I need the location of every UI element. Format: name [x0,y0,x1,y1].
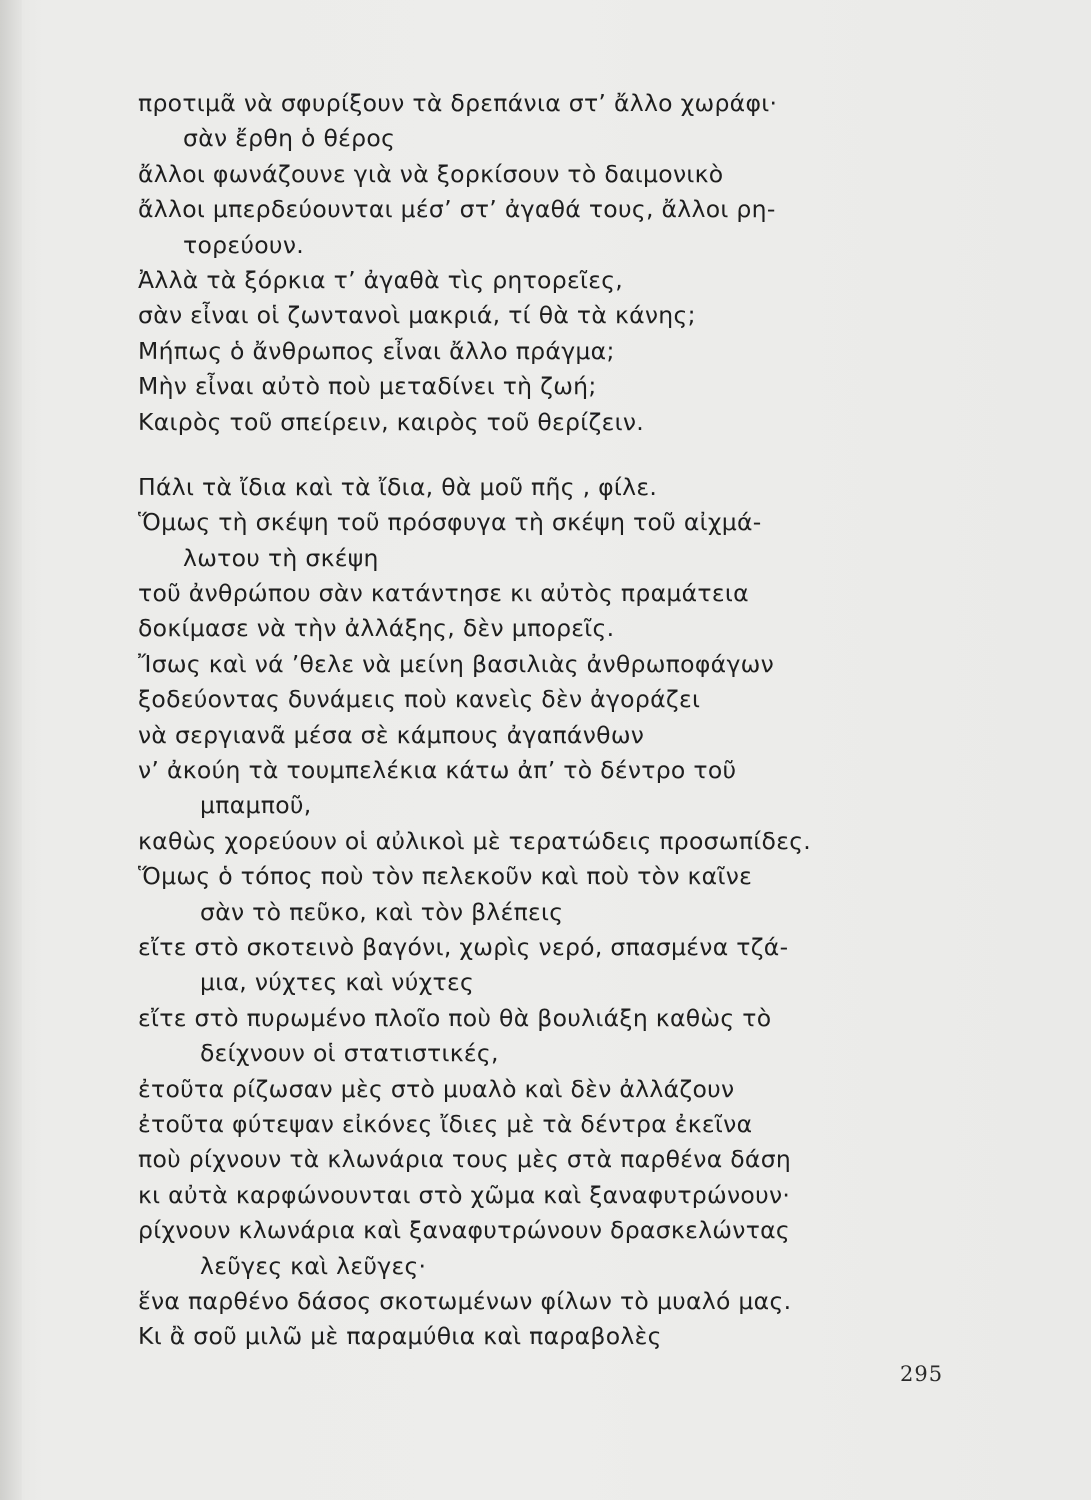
poem-line: Πάλι τὰ ἴδια καὶ τὰ ἴδια, θὰ μοῦ πῆς , φίλε. [138,472,658,501]
poem-line: εἴτε στὸ σκοτεινὸ βαγόνι, χωρὶς νερό, σπασμένα τζά- [138,932,789,961]
poem-text [138,86,898,1355]
poem-line: καθὼς χορεύουν οἱ αὐλικοὶ μὲ τερατώδεις προσωπίδες. [138,826,812,855]
poem-line: ἕνα παρθένο δάσος σκοτωμένων φίλων τὸ μυαλό μας. [138,1286,792,1315]
poem-line: Ἀλλὰ τὰ ξόρκια τ’ ἀγαθὰ τὶς ρητορεῖες, [138,265,624,294]
poem-line: εἴτε στὸ πυρωμένο πλοῖο ποὺ θὰ βουλιάξη καθὼς τὸ [138,1003,772,1032]
poem-line: μια, νύχτες καὶ νύχτες [200,968,475,997]
poem-line: Μήπως ὁ ἄνθρωπος εἶναι ἄλλο πράγμα; [138,336,615,365]
poem-line: σὰν ἔρθη ὁ θέρος [183,124,396,153]
poem-line: Ἴσως καὶ νά ’θελε νὰ μείνη βασιλιὰς ἀνθρωποφάγων [138,649,775,678]
poem-line: Καιρὸς τοῦ σπείρειν, καιρὸς τοῦ θερίζειν. [138,407,645,436]
poem-line: σὰν τὸ πεῦκο, καὶ τὸν βλέπεις [200,897,564,926]
poem-line: Ὅμως τὴ σκέψη τοῦ πρόσφυγα τὴ σκέψη τοῦ αἰχμά- [138,508,762,537]
poem-line: Μὴν εἶναι αὐτὸ ποὺ μεταδίνει τὴ ζωή; [138,372,597,401]
poem-line: ἄλλοι φωνάζουνε γιὰ νὰ ξορκίσουν τὸ δαιμονικὸ [138,159,724,188]
poem-line: δοκίμασε νὰ τὴν ἀλλάξης, δὲν μπορεῖς. [138,614,615,643]
poem-line: τορεύουν. [183,230,305,259]
poem-line: Ὅμως ὁ τόπος ποὺ τὸν πελεκοῦν καὶ ποὺ τὸν καῖνε [138,862,753,891]
poem-line: κι αὐτὰ καρφώνουνται στὸ χῶμα καὶ ξαναφυτρώνουν· [138,1180,791,1209]
poem-line: τοῦ ἀνθρώπου σὰν κατάντησε κι αὐτὸς πραμάτεια [138,579,749,608]
poem-line: νὰ σεργιανᾶ μέσα σὲ κάμπους ἀγαπάνθων [138,720,645,749]
poem-line: δείχνουν οἱ στατιστικές, [200,1039,499,1068]
poem-line: Κι ἂ σοῦ μιλῶ μὲ παραμύθια καὶ παραβολὲς [138,1322,662,1351]
poem-line: ἄλλοι μπερδεύουνται μέσ’ στ’ ἀγαθά τους, ἄλλοι ρη- [138,195,776,224]
binding-shadow [0,0,22,1500]
poem-line: λωτου τὴ σκέψη [183,543,379,572]
poem-line: λεῦγες καὶ λεῦγες· [200,1251,427,1280]
poem-line: σὰν εἶναι οἱ ζωντανοὶ μακριά, τί θὰ τὰ κάνης; [138,301,696,330]
page-number: 295 [900,1362,944,1386]
poem-line: μπαμποῦ, [200,791,312,820]
poem-line: ρίχνουν κλωνάρια καὶ ξαναφυτρώνουν δρασκελώντας [138,1216,791,1245]
poem-line: ξοδεύοντας δυνάμεις ποὺ κανεὶς δὲν ἀγοράζει [138,685,701,714]
poem-line: ἐτοῦτα ρίζωσαν μὲς στὸ μυαλὸ καὶ δὲν ἀλλάζουν [138,1074,735,1103]
poem-line: ν’ ἀκούη τὰ τουμπελέκια κάτω ἀπ’ τὸ δέντρο τοῦ [138,756,737,785]
poem-line: ποὺ ρίχνουν τὰ κλωνάρια τους μὲς στὰ παρθένα δάση [138,1145,792,1174]
poem-line: ἐτοῦτα φύτεψαν εἰκόνες ἴδιες μὲ τὰ δέντρα ἐκεῖνα [138,1109,753,1138]
poem-line: προτιμᾶ νὰ σφυρίξουν τὰ δρεπάνια στ’ ἄλλο χωράφι· [138,89,778,117]
